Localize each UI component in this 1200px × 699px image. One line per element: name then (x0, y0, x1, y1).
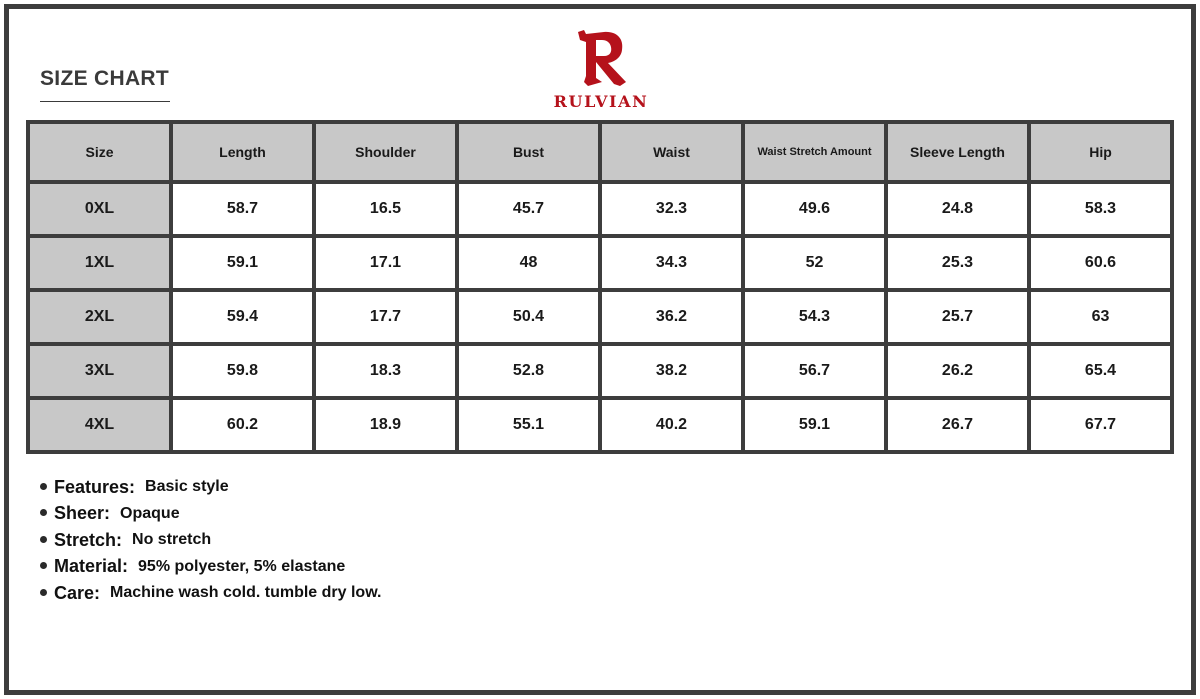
feature-value: Basic style (145, 478, 229, 496)
table-row (30, 346, 1170, 396)
feature-value: Machine wash cold. tumble dry low. (110, 584, 382, 602)
waist-cell: 38.2 (602, 346, 741, 396)
length-cell: 58.7 (173, 184, 312, 234)
waist-stretch-cell: 52 (745, 238, 884, 288)
page-title: SIZE CHART (40, 67, 169, 90)
feature-label: Sheer: (54, 503, 111, 524)
bullet-icon (40, 483, 47, 490)
waist-stretch-cell: 49.6 (745, 184, 884, 234)
brand-name: RULVIAN (553, 92, 649, 111)
table-row (30, 400, 1170, 450)
feature-label: Stretch: (54, 529, 123, 550)
bust-cell: 52.8 (459, 346, 598, 396)
feature-label: Material: (54, 556, 129, 577)
feature-list (40, 474, 381, 607)
bullet-icon (40, 562, 47, 569)
hip-cell: 58.3 (1031, 184, 1170, 234)
size-chart-table (26, 120, 1174, 454)
sleeve-length-cell: 25.7 (888, 292, 1027, 342)
waist-cell: 32.3 (602, 184, 741, 234)
size-cell: 2XL (30, 292, 169, 342)
size-cell: 3XL (30, 346, 169, 396)
hip-cell: 65.4 (1031, 346, 1170, 396)
feature-value: Opaque (120, 504, 180, 522)
length-cell: 60.2 (173, 400, 312, 450)
header-bust: Bust (459, 124, 598, 180)
waist-stretch-cell: 59.1 (745, 400, 884, 450)
feature-item (40, 580, 381, 607)
header-hip: Hip (1031, 124, 1170, 180)
sleeve-length-cell: 26.2 (888, 346, 1027, 396)
shoulder-cell: 17.7 (316, 292, 455, 342)
bullet-icon (40, 589, 47, 596)
size-cell: 1XL (30, 238, 169, 288)
table-row (30, 292, 1170, 342)
feature-item (40, 474, 381, 501)
hip-cell: 67.7 (1031, 400, 1170, 450)
waist-stretch-cell: 54.3 (745, 292, 884, 342)
header-sleeve-length: Sleeve Length (888, 124, 1027, 180)
hip-cell: 63 (1031, 292, 1170, 342)
sleeve-length-cell: 24.8 (888, 184, 1027, 234)
bullet-icon (40, 536, 47, 543)
bust-cell: 48 (459, 238, 598, 288)
bullet-icon (40, 509, 47, 516)
size-cell: 0XL (30, 184, 169, 234)
length-cell: 59.4 (173, 292, 312, 342)
header-size: Size (30, 124, 169, 180)
shoulder-cell: 18.3 (316, 346, 455, 396)
length-cell: 59.8 (173, 346, 312, 396)
waist-stretch-cell: 56.7 (745, 346, 884, 396)
feature-label: Features: (54, 476, 136, 497)
sleeve-length-cell: 25.3 (888, 238, 1027, 288)
table-row (30, 184, 1170, 234)
header-shoulder: Shoulder (316, 124, 455, 180)
header-waist: Waist (602, 124, 741, 180)
table-row (30, 238, 1170, 288)
waist-cell: 34.3 (602, 238, 741, 288)
feature-label: Care: (54, 582, 101, 603)
shoulder-cell: 17.1 (316, 238, 455, 288)
waist-cell: 40.2 (602, 400, 741, 450)
title-underline (40, 101, 170, 102)
shoulder-cell: 18.9 (316, 400, 455, 450)
feature-value: No stretch (132, 531, 212, 549)
bust-cell: 45.7 (459, 184, 598, 234)
feature-item (40, 554, 381, 581)
header-waist-stretch-amount: Waist Stretch Amount (745, 124, 884, 180)
size-cell: 4XL (30, 400, 169, 450)
feature-item (40, 527, 381, 554)
waist-cell: 36.2 (602, 292, 741, 342)
brand-r-mark-icon (574, 28, 628, 88)
bust-cell: 55.1 (459, 400, 598, 450)
feature-item (40, 501, 381, 528)
length-cell: 59.1 (173, 238, 312, 288)
shoulder-cell: 16.5 (316, 184, 455, 234)
table-header-row (30, 124, 1170, 180)
brand-logo (546, 28, 656, 112)
sleeve-length-cell: 26.7 (888, 400, 1027, 450)
bust-cell: 50.4 (459, 292, 598, 342)
feature-value: 95% polyester, 5% elastane (138, 557, 346, 575)
header-length: Length (173, 124, 312, 180)
hip-cell: 60.6 (1031, 238, 1170, 288)
